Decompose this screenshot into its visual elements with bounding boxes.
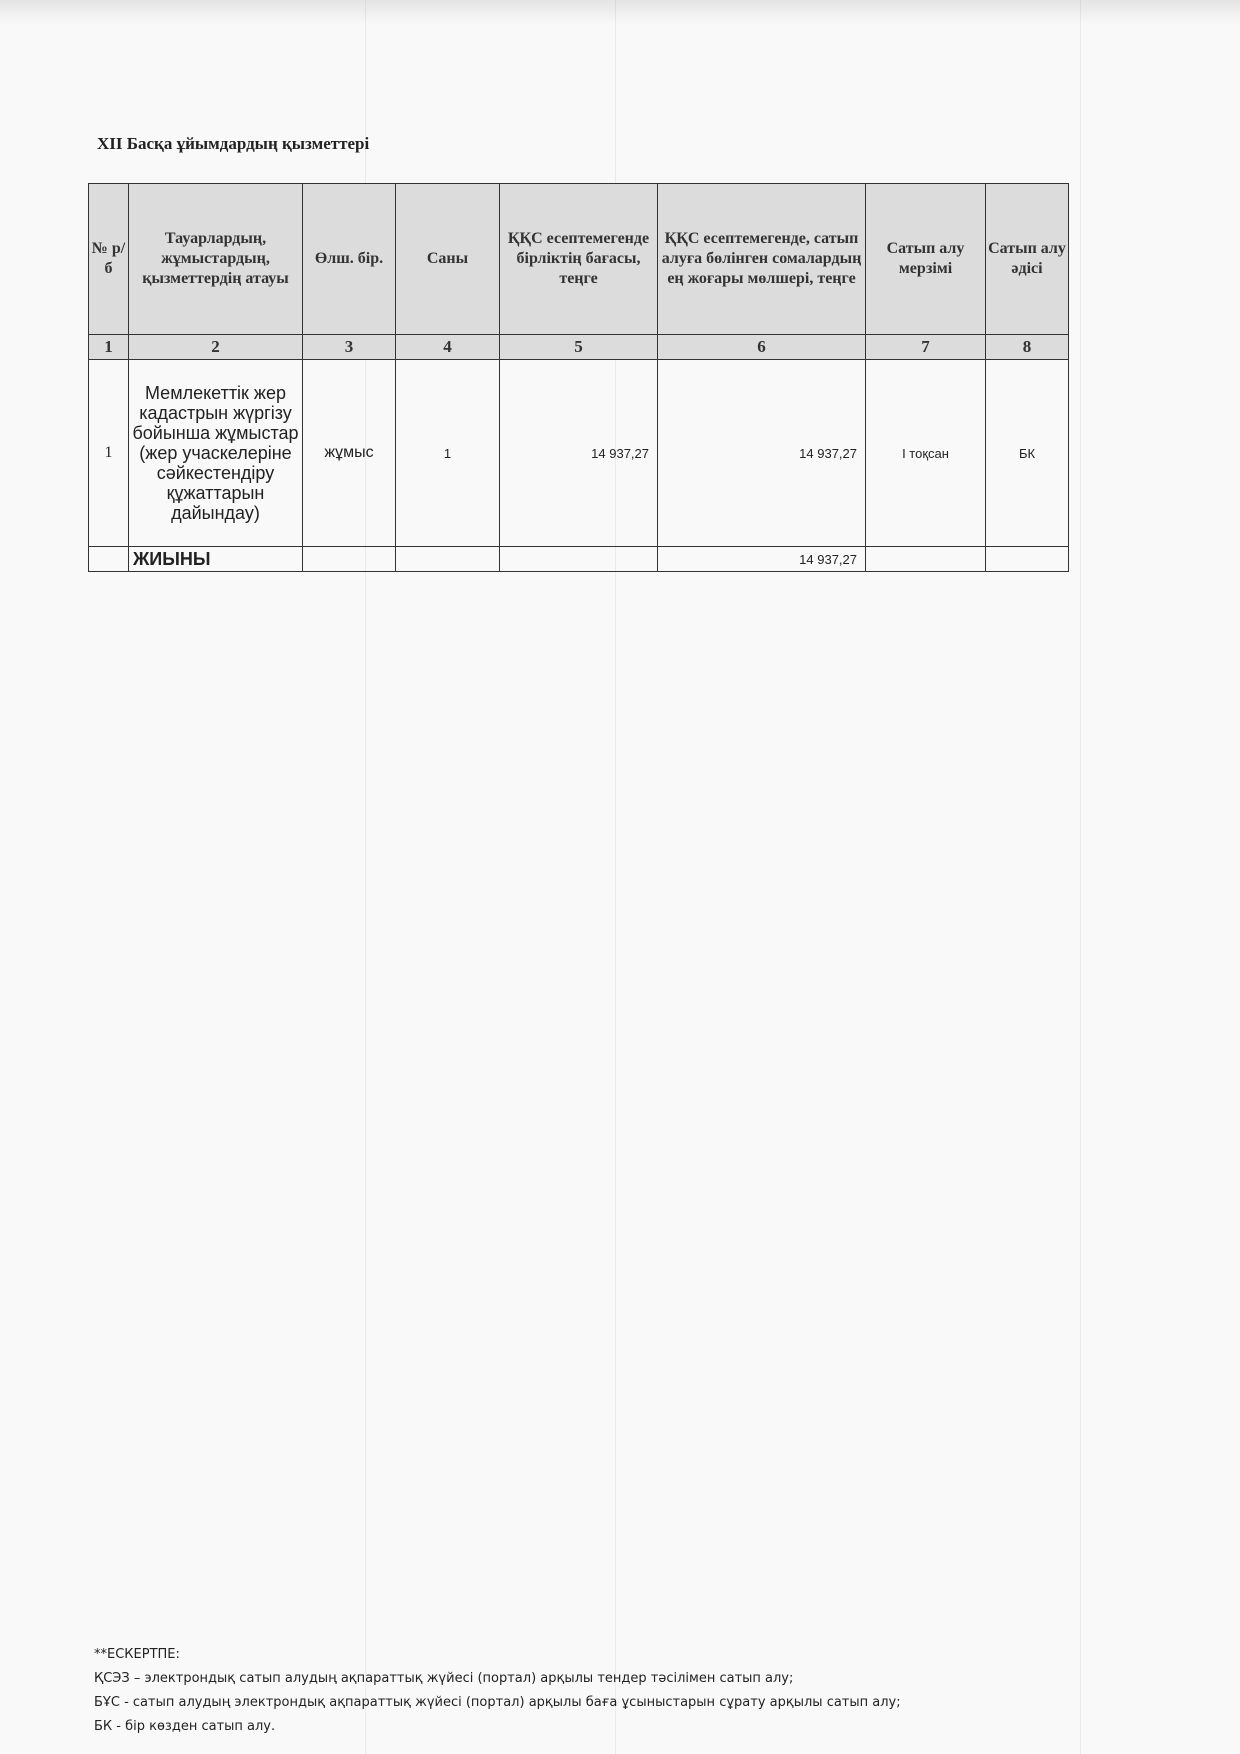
header-cell-unit: Өлш. бір. <box>303 184 396 335</box>
section-title: XII Басқа ұйымдардың қызметтері <box>97 134 370 153</box>
header-cell-number: № р/б <box>89 184 129 335</box>
empty-cell <box>986 547 1069 572</box>
item-max-amount: 14 937,27 <box>658 360 866 547</box>
scan-top-shadow <box>0 0 1240 24</box>
table-row <box>89 360 1069 547</box>
notes-title: **ЕСКЕРТПЕ: <box>94 1647 180 1662</box>
item-quantity: 1 <box>396 360 500 547</box>
notes-block <box>94 1643 901 1739</box>
empty-cell <box>866 547 986 572</box>
item-name: Мемлекеттік жер кадастрын жүргізу бойынша жұмыстар (жер учаскелеріне сәйкестендіру құжаттарын дайындау) <box>129 360 303 547</box>
header-cell-max-amount: ҚҚС есептемегенде, сатып алуға бөлінген сомалардың ең жоғары мөлшері, теңге <box>658 184 866 335</box>
procurement-table <box>88 183 1069 572</box>
item-period: I тоқсан <box>866 360 986 547</box>
empty-cell <box>303 547 396 572</box>
column-number: 2 <box>129 335 303 360</box>
table-header-row <box>89 184 1069 335</box>
item-method: БК <box>986 360 1069 547</box>
total-row <box>89 547 1069 572</box>
empty-cell <box>89 547 129 572</box>
note-line: БК - бір көзден сатып алу. <box>94 1719 276 1734</box>
column-number: 6 <box>658 335 866 360</box>
column-number: 1 <box>89 335 129 360</box>
row-number: 1 <box>89 360 129 547</box>
total-label: ЖИЫНЫ <box>129 547 303 572</box>
header-cell-name: Тауарлардың, жұмыстардың, қызметтердің атауы <box>129 184 303 335</box>
scan-artifact-line <box>1080 0 1081 1754</box>
header-cell-method: Сатып алу әдісі <box>986 184 1069 335</box>
column-number-row <box>89 335 1069 360</box>
column-number: 4 <box>396 335 500 360</box>
header-cell-unit-price: ҚҚС есептемегенде бірліктің бағасы, теңге <box>500 184 658 335</box>
item-unit-price: 14 937,27 <box>500 360 658 547</box>
column-number: 8 <box>986 335 1069 360</box>
total-amount: 14 937,27 <box>658 547 866 572</box>
note-line: ҚСЭЗ – электрондық сатып алудың ақпараттық жүйесі (портал) арқылы тендер тәсілімен сатып алу; <box>94 1671 794 1686</box>
item-unit: жұмыс <box>303 360 396 547</box>
header-cell-quantity: Саны <box>396 184 500 335</box>
header-cell-period: Сатып алу мерзімі <box>866 184 986 335</box>
column-number: 7 <box>866 335 986 360</box>
note-line: БҰС - сатып алудың электрондық ақпараттық жүйесі (портал) арқылы баға ұсыныстарын сұрату арқылы сатып алу; <box>94 1695 901 1710</box>
column-number: 5 <box>500 335 658 360</box>
empty-cell <box>396 547 500 572</box>
empty-cell <box>500 547 658 572</box>
column-number: 3 <box>303 335 396 360</box>
